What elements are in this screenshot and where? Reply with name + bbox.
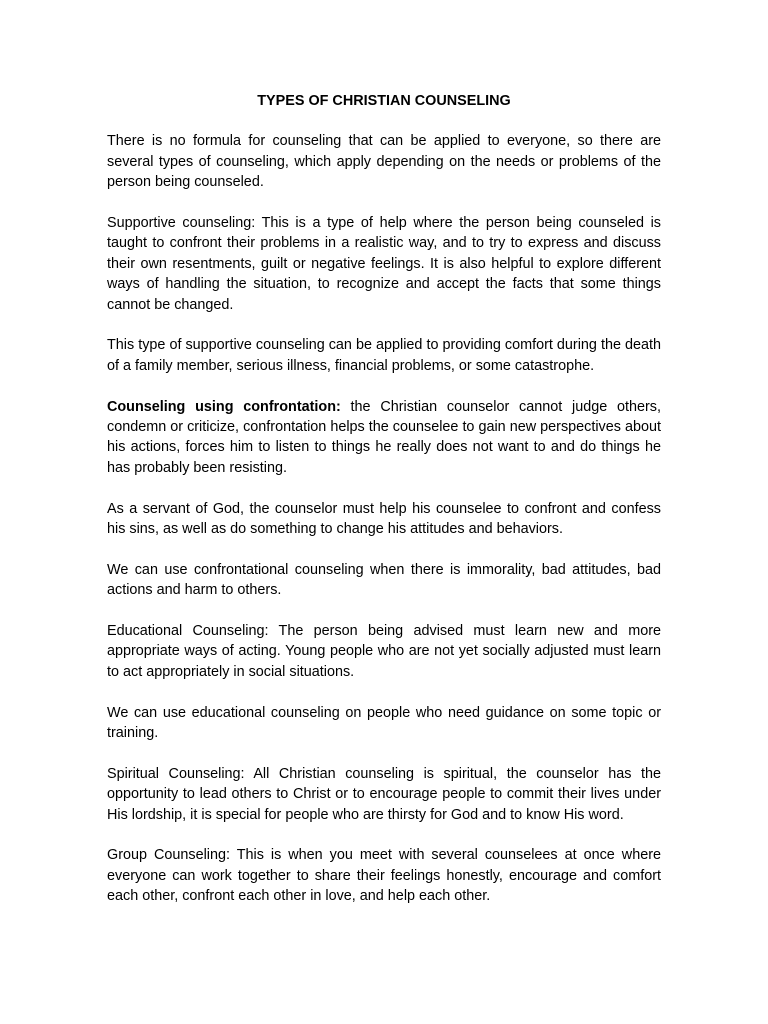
- paragraph-text: As a servant of God, the counselor must help his counselee to confront and confess his sins, as well as do something to change his attitudes and behaviors.: [107, 500, 661, 538]
- paragraph-text: We can use educational counseling on people who need guidance on some topic or training.: [107, 704, 661, 742]
- paragraph-text: We can use confrontational counseling when there is immorality, bad attitudes, bad actions and harm to others.: [107, 561, 661, 599]
- document-title: TYPES OF CHRISTIAN COUNSELING: [257, 93, 511, 109]
- paragraph-supportive: [107, 213, 661, 315]
- paragraph-text: This type of supportive counseling can be applied to providing comfort during the death of a family member, serious illness, financial problems, or some catastrophe.: [107, 337, 661, 374]
- paragraph-text: Spiritual Counseling: All Christian counseling is spiritual, the counselor has the opportunity to lead others to Christ or to encourage people to commit their lives under His lordship, it is special for people who are thirsty for God and to know His word.: [107, 765, 661, 823]
- paragraph-servant-of-god: [107, 499, 661, 540]
- paragraph-text: Group Counseling: This is when you meet with several counselees at once where everyone can work together to share their feelings honestly, encourage and comfort each other, confront each other in love, and help each other.: [107, 847, 661, 905]
- paragraph-text: the Christian counselor cannot judge others, condemn or criticize, confrontation helps the counselee to gain new perspectives about his actions, forces him to listen to things he really does not want to and do things he has probably been resisting.: [107, 398, 661, 476]
- paragraph-intro: [107, 131, 661, 192]
- paragraph-supportive-application: [107, 335, 661, 376]
- paragraph-group: [107, 845, 661, 906]
- paragraph-confrontation: [107, 397, 661, 479]
- paragraph-text: Educational Counseling: The person being advised must learn new and more appropriate ways of acting. Young people who are not yet socially adjusted must learn to act appropriately in social situations.: [107, 623, 661, 680]
- paragraph-lead: Counseling using confrontation:: [107, 398, 341, 415]
- paragraph-spiritual: [107, 764, 661, 825]
- document-body: [107, 91, 661, 907]
- paragraph-educational: [107, 621, 661, 682]
- paragraph-confrontation-application: [107, 560, 661, 601]
- paragraph-text: There is no formula for counseling that can be applied to everyone, so there are several types of counseling, which apply depending on the needs or problems of the person being counseled.: [107, 133, 661, 191]
- paragraph-educational-application: [107, 703, 661, 744]
- paragraph-text: Supportive counseling: This is a type of help where the person being counseled is taught to confront their problems in a realistic way, and to try to express and discuss their own resentments, guilt or negative feelings. It is also helpful to explore different ways of handling the situation, to recognize and accept the facts that some things cannot be changed.: [107, 215, 661, 313]
